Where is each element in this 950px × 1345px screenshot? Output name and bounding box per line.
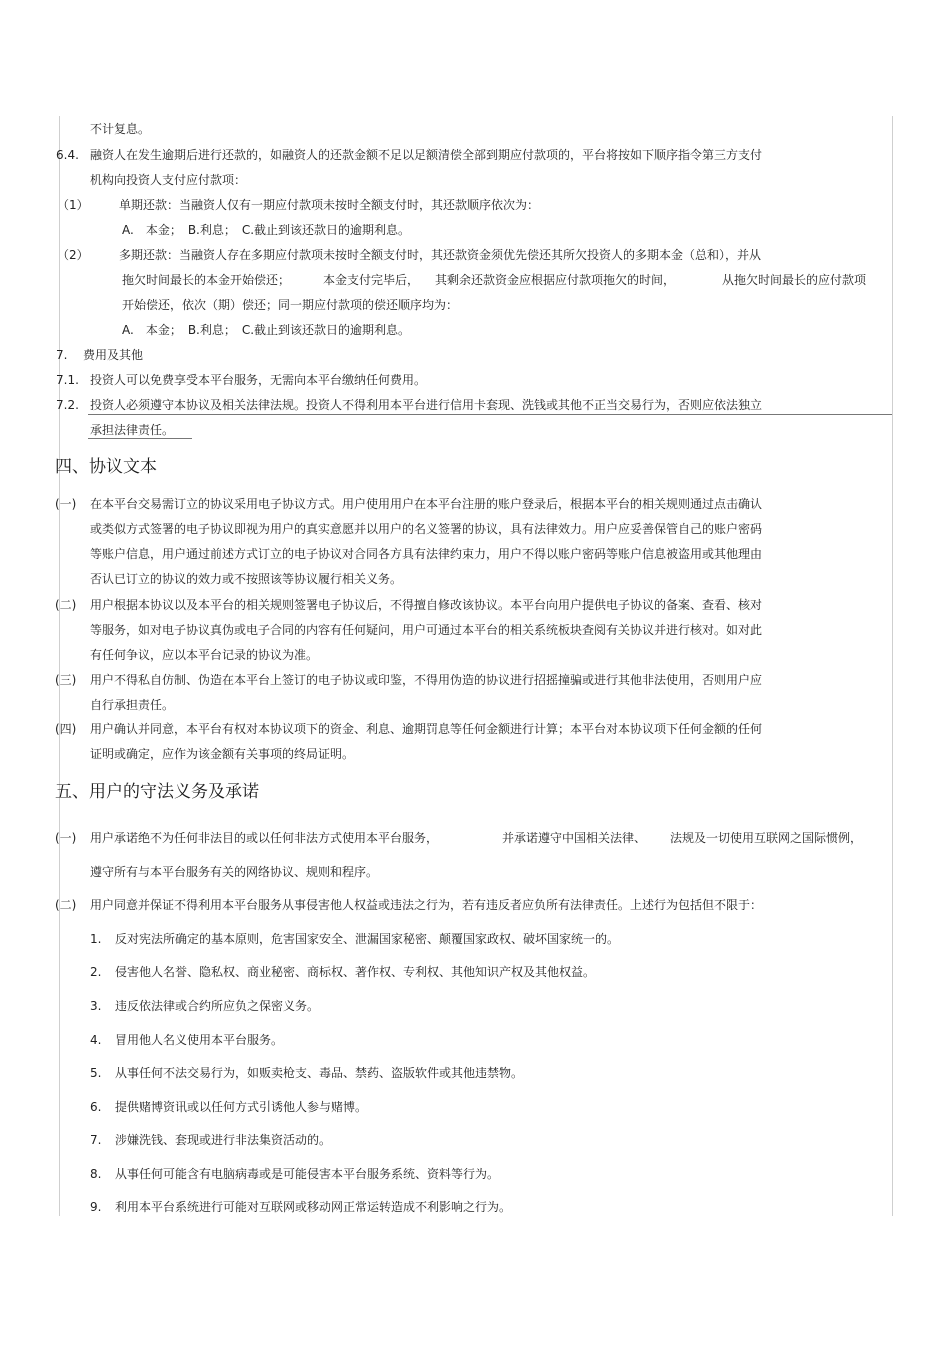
list-item: 冒用他人名义使用本平台服务。 <box>115 1033 284 1047</box>
text-line: 投资人可以免费享受本平台服务，无需向本平台缴纳任何费用。 <box>90 373 427 387</box>
list-item-number: 6. <box>90 1100 102 1114</box>
section-heading: 四、协议文本 <box>55 457 157 477</box>
text-line: A. 本金； B.利息； C.截止到该还款日的逾期利息。 <box>122 223 411 237</box>
paragraph-number: (一) <box>55 497 77 511</box>
text-line: 投资人必须遵守本协议及相关法律法规。投资人不得利用本平台进行信用卡套现、洗钱或其他不正当交易行为，否则应依法独立 <box>90 398 763 412</box>
text-line: 多期还款：当融资人存在多期应付款项未按时全额支付时，其还款资金须优先偿还其所欠投资人的多期本金（总和），并从 <box>119 248 762 262</box>
section-heading: 五、用户的守法义务及承诺 <box>55 782 259 802</box>
clause-number: 6.4. <box>56 148 79 162</box>
clause-number: （1） <box>57 198 89 212</box>
list-item-number: 2. <box>90 965 102 979</box>
paragraph-number: (三) <box>55 673 77 687</box>
list-item-number: 9. <box>90 1200 102 1214</box>
text-line: 或类似方式签署的电子协议即视为用户的真实意愿并以用户的名义签署的协议，具有法律效力。用户应妥善保管自己的账户密码 <box>90 522 763 536</box>
left-frame-line <box>59 116 60 1216</box>
text-line: 遵守所有与本平台服务有关的网络协议、规则和程序。 <box>90 865 379 879</box>
list-item-number: 4. <box>90 1033 102 1047</box>
text-line: 不计复息。 <box>90 122 151 136</box>
text-line: 机构向投资人支付应付款项： <box>90 173 247 187</box>
revision-underline <box>88 414 892 415</box>
list-item-number: 7. <box>90 1133 102 1147</box>
text-line: 自行承担责任。 <box>90 698 175 712</box>
text-line: 证明或确定，应作为该金额有关事项的终局证明。 <box>90 747 355 761</box>
list-item-number: 3. <box>90 999 102 1013</box>
text-line: 融资人在发生逾期后进行还款的，如融资人的还款金额不足以足额清偿全部到期应付款项的，平台将按如下顺序指令第三方支付 <box>90 148 763 162</box>
text-line: 承担法律责任。 <box>90 423 175 437</box>
list-item-number: 8. <box>90 1167 102 1181</box>
list-item-number: 5. <box>90 1066 102 1080</box>
list-item: 提供赌博资讯或以任何方式引诱他人参与赌博。 <box>115 1100 368 1114</box>
paragraph-number: (一) <box>55 831 77 845</box>
text-line: 从拖欠时间最长的应付款项 <box>722 273 867 287</box>
text-line: 单期还款：当融资人仅有一期应付款项未按时全额支付时，其还款顺序依次为： <box>119 198 540 212</box>
list-item: 利用本平台系统进行可能对互联网或移动网正常运转造成不利影响之行为。 <box>115 1200 512 1214</box>
text-line: A. 本金； B.利息； C.截止到该还款日的逾期利息。 <box>122 323 411 337</box>
list-item: 侵害他人名誉、隐私权、商业秘密、商标权、著作权、专利权、其他知识产权及其他权益。 <box>115 965 596 979</box>
right-frame-line <box>892 116 893 1216</box>
list-item: 反对宪法所确定的基本原则，危害国家安全、泄漏国家秘密、颠覆国家政权、破坏国家统一的。 <box>115 932 620 946</box>
clause-number: 7. <box>56 348 68 362</box>
text-line: 其剩余还款资金应根据应付款项拖欠的时间， <box>435 273 676 287</box>
paragraph-number: (二) <box>55 598 77 612</box>
text-line: 否认已订立的协议的效力或不按照该等协议履行相关义务。 <box>90 572 403 586</box>
paragraph-number: (四) <box>55 722 77 736</box>
clause-number: 7.1. <box>56 373 79 387</box>
text-line: 用户不得私自仿制、伪造在本平台上签订的电子协议或印鉴，不得用伪造的协议进行招摇撞骗或进行其他非法使用，否则用户应 <box>90 673 763 687</box>
list-item-number: 1. <box>90 932 102 946</box>
text-line: 并承诺遵守中国相关法律、 <box>502 831 647 845</box>
text-line: 等服务，如对电子协议真伪或电子合同的内容有任何疑问，用户可通过本平台的相关系统板块查阅有关协议并进行核对。如对此 <box>90 623 763 637</box>
paragraph-number: (二) <box>55 898 77 912</box>
revision-underline <box>88 438 192 439</box>
clause-number: （2） <box>57 248 89 262</box>
text-line: 用户承诺绝不为任何非法目的或以任何非法方式使用本平台服务， <box>90 831 439 845</box>
text-line: 本金支付完毕后， <box>323 273 420 287</box>
text-line: 拖欠时间最长的本金开始偿还； <box>122 273 291 287</box>
list-item: 从事任何不法交易行为，如贩卖枪支、毒品、禁药、盗版软件或其他违禁物。 <box>115 1066 524 1080</box>
text-line: 用户确认并同意，本平台有权对本协议项下的资金、利息、逾期罚息等任何金额进行计算；本平台对本协议项下任何金额的任何 <box>90 722 763 736</box>
text-line: 等账户信息，用户通过前述方式订立的电子协议对合同各方具有法律约束力，用户不得以账户密码等账户信息被盗用或其他理由 <box>90 547 763 561</box>
text-line: 有任何争议，应以本平台记录的协议为准。 <box>90 648 319 662</box>
clause-number: 7.2. <box>56 398 79 412</box>
text-line: 费用及其他 <box>83 348 144 362</box>
list-item: 违反依法律或合约所应负之保密义务。 <box>115 999 320 1013</box>
text-line: 在本平台交易需订立的协议采用电子协议方式。用户使用用户在本平台注册的账户登录后，根据本平台的相关规则通过点击确认 <box>90 497 763 511</box>
text-line: 用户根据本协议以及本平台的相关规则签署电子协议后，不得擅自修改该协议。本平台向用户提供电子协议的备案、查看、核对 <box>90 598 763 612</box>
text-line: 开始偿还，依次（期）偿还；同一期应付款项的偿还顺序均为： <box>122 298 459 312</box>
text-line: 法规及一切使用互联网之国际惯例， <box>670 831 863 845</box>
text-line: 用户同意并保证不得利用本平台服务从事侵害他人权益或违法之行为，若有违反者应负所有法律责任。上述行为包括但不限于： <box>90 898 763 912</box>
list-item: 涉嫌洗钱、套现或进行非法集资活动的。 <box>115 1133 332 1147</box>
list-item: 从事任何可能含有电脑病毒或是可能侵害本平台服务系统、资料等行为。 <box>115 1167 500 1181</box>
